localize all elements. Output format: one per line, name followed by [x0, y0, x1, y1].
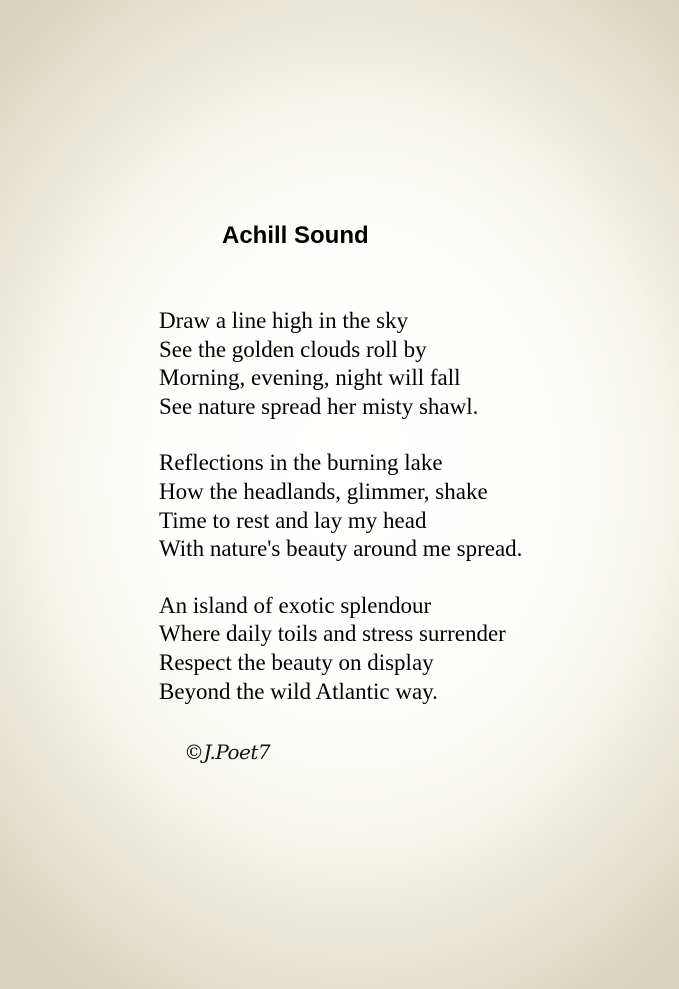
poem-line: How the headlands, glimmer, shake	[159, 478, 488, 504]
poem-line: See the golden clouds roll by	[159, 336, 427, 362]
poem-line: An island of exotic splendour	[159, 592, 432, 618]
poem-line: See nature spread her misty shawl.	[159, 393, 479, 419]
poem-body	[159, 307, 522, 734]
poem-line: With nature's beauty around me spread.	[159, 536, 523, 562]
stanza-2	[159, 449, 522, 563]
poem-line: Respect the beauty on display	[159, 649, 434, 675]
poem-line: Beyond the wild Atlantic way.	[159, 678, 438, 704]
poem-line: Draw a line high in the sky	[159, 308, 409, 333]
stanza-1	[159, 307, 522, 421]
stanza-3	[159, 592, 522, 706]
poem-line: Morning, evening, night will fall	[159, 365, 461, 391]
poem-line: Reflections in the burning lake	[159, 450, 443, 476]
poem-title: Achill Sound	[222, 222, 369, 249]
copyright-signature: ©J.Poet7	[184, 740, 271, 764]
poem-line: Time to rest and lay my head	[159, 507, 427, 533]
poem-line: Where daily toils and stress surrender	[159, 621, 506, 647]
